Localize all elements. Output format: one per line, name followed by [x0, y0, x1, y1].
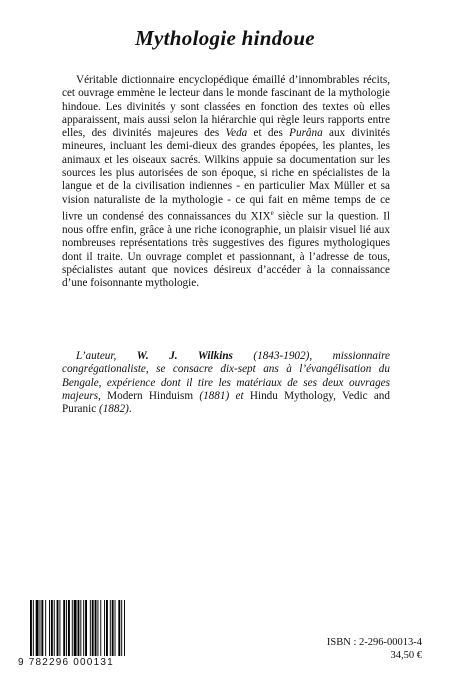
author-lead: L’auteur,	[76, 350, 137, 362]
price: 34,50 €	[390, 650, 422, 661]
barcode-block	[18, 600, 162, 670]
book-title: Mythologie hindoue	[135, 26, 315, 50]
author-name: W. J. Wilkins	[136, 350, 233, 362]
summary-purana: Purâna	[289, 127, 323, 140]
summary-veda: Veda	[225, 127, 248, 140]
author-bio	[62, 350, 390, 416]
summary-text-2: et des	[247, 127, 290, 140]
summary-text-4: siècle sur la question. Il nous offre enfin, grâce à une riche iconographie, un plaisir visuel lié aux nombreuses représentations très suggestives des figures mythologiques dont il traite. Un ouvrage complet et passionnant, à l’adresse de tous, spécialistes autant que novices désireux d’accéder à la connaissance d’une foisonnante mythologie.	[62, 210, 390, 290]
book-year-1: (1881) et	[193, 389, 250, 402]
author-bio-text: , missionnaire congrégationaliste, se consacre dix-sept ans à l’évangélisation du Bengale, expérience dont il tire les matériaux de ses deux ouvrages majeurs,	[62, 350, 391, 402]
book-year-2: (1882)	[96, 403, 129, 416]
barcode-digits: 9 782296 000131	[18, 657, 114, 668]
book-title-2: Hindu Mythology, Vedic and Puranic	[62, 389, 390, 416]
back-cover-summary	[62, 74, 390, 290]
summary-century-sup: e	[270, 208, 274, 217]
summary-text-1: Véritable dictionnaire encyclopédique émaillé d’innombrables récits, cet ouvrage emmène le lecteur dans le monde fascinant de la mythologie hindoue. Les divinités y sont classées en fonction des textes où elles apparaissent, mais aussi selon la hiérarchie qui règle leurs rapports entre elles, des divinités majeures des	[62, 74, 390, 140]
author-bio-end: .	[128, 403, 132, 416]
author-dates: (1843-1902)	[232, 350, 310, 362]
barcode-icon	[28, 600, 154, 656]
book-title-1: Modern Hinduism	[107, 389, 194, 402]
isbn-number: ISBN : 2-296-00013-4	[326, 637, 422, 648]
summary-text-3: aux divinités mineures, incluant les demi-dieux des grandes épopées, les plantes, les animaux et les oiseaux sacrés. Wilkins appuie sa documentation sur les sources les plus autorisées de son époque, si riche en spécialistes de la langue et de la civilisation indiennes - en particulier Max Müller et sa vision naturaliste de la mythologie - ce qui fait en même temps de ce livre un condensé des connaissances du XIX	[62, 127, 390, 223]
isbn-price-block	[327, 636, 422, 662]
